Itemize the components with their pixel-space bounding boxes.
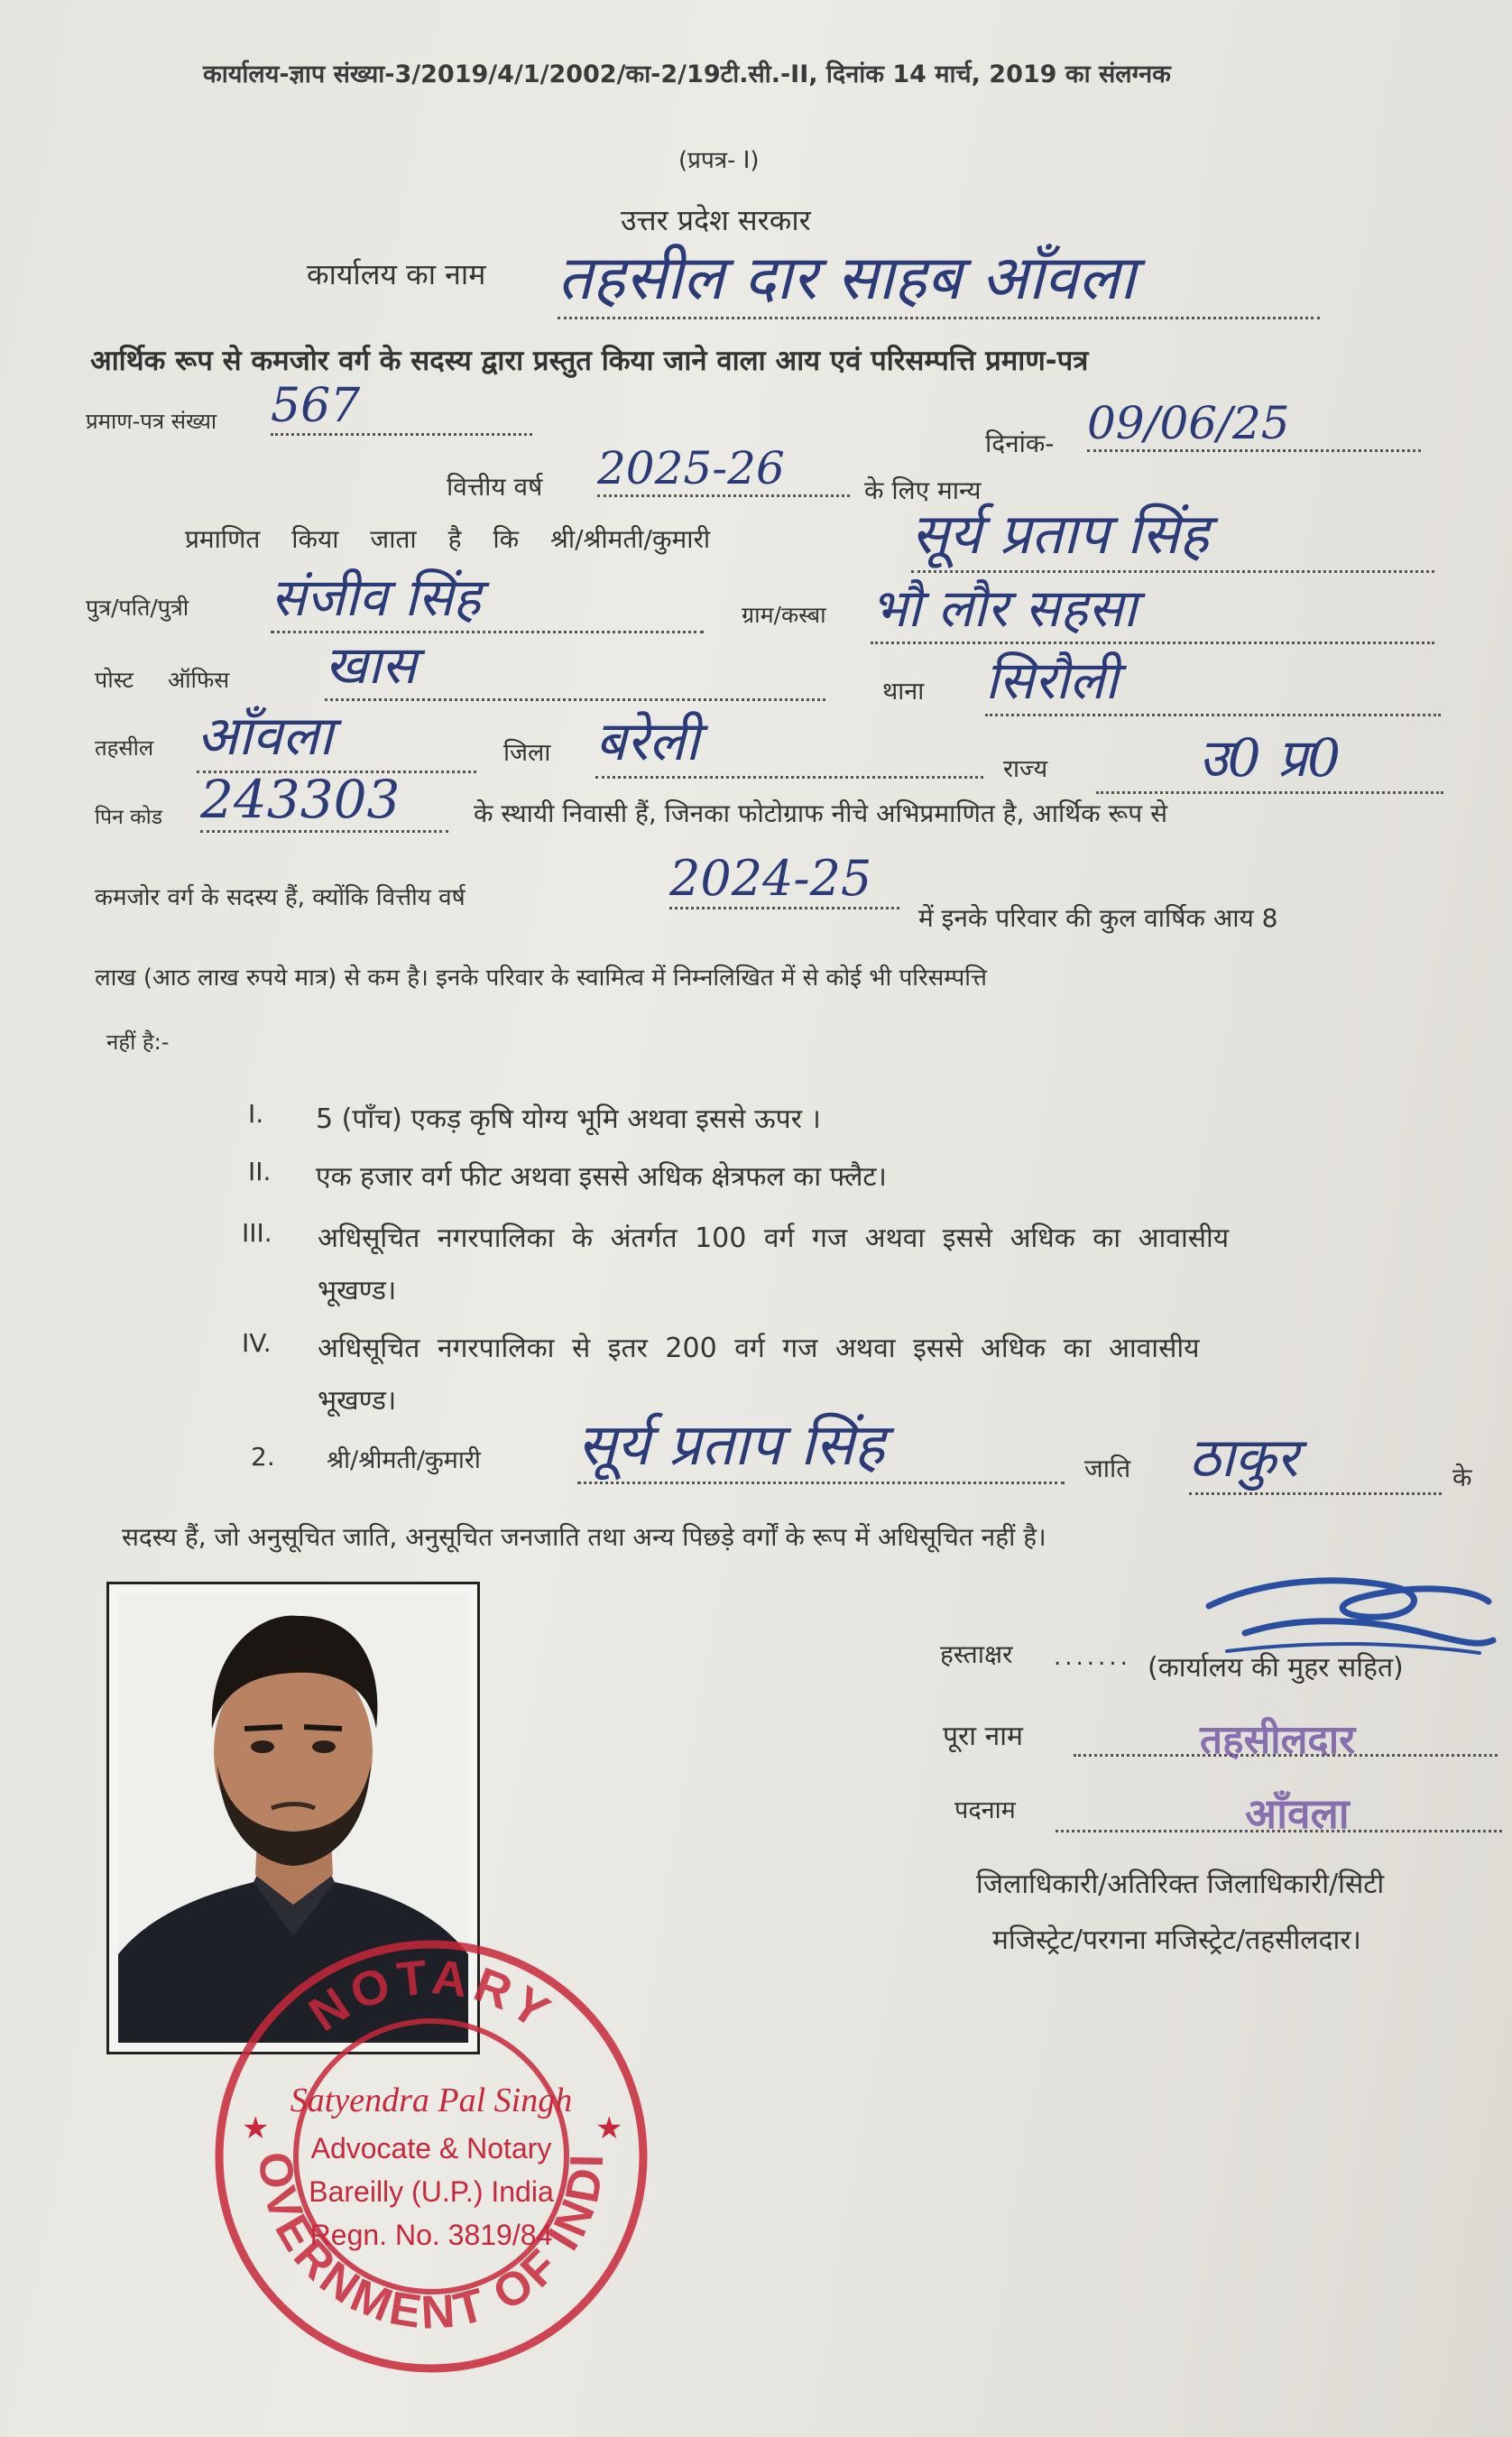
list-num-4: IV.: [242, 1328, 272, 1358]
list-text-2: एक हजार वर्ग फीट अथवा इससे अधिक क्षेत्रफल का फ्लैट।: [316, 1161, 887, 1193]
fy-suffix: के लिए मान्य: [864, 475, 982, 505]
signature-label: हस्ताक्षर: [940, 1639, 1013, 1669]
caste-label: जाति: [1084, 1454, 1131, 1483]
fy-label: वित्तीय वर्ष: [447, 472, 543, 502]
cert-number-label: प्रमाण-पत्र संख्या: [86, 409, 217, 434]
date-label: दिनांक-: [985, 429, 1055, 458]
stamp-ring-top: NOTARY: [300, 1949, 564, 2043]
body-line-4: नहीं है:-: [106, 1029, 170, 1055]
thana-name: सिरौली: [985, 642, 1441, 716]
signature-suffix: (कार्यालय की मुहर सहित): [1148, 1652, 1404, 1684]
clause2-label: श्री/श्रीमती/कुमारी: [327, 1446, 481, 1474]
notary-stamp: [206, 1931, 657, 2382]
tehsil-label: तहसील: [95, 735, 154, 761]
list-text-3: अधिसूचित नगरपालिका के अंतर्गत 100 वर्ग गज अथवा इससे अधिक का आवासीय: [318, 1223, 1230, 1254]
stamp-line-3: Bareilly (U.P.) India: [309, 2175, 554, 2208]
list-text-3b: भूखण्ड।: [318, 1275, 397, 1306]
post-office: खास: [325, 627, 825, 701]
stamp-star-right-icon: ★: [595, 2110, 623, 2146]
body-line-2b: में इनके परिवार की कुल वार्षिक आय 8: [918, 903, 1278, 933]
office-name: तहसील दार साहब आँवला: [558, 233, 1320, 319]
state-name: उ0 प्र0: [1096, 720, 1443, 794]
designation-rubber-stamp: आँवला: [1245, 1789, 1350, 1838]
stamp-notary-name: Satyendra Pal Singh: [290, 2082, 573, 2119]
list-text-4b: भूखण्ड।: [318, 1385, 397, 1417]
name-rubber-stamp: तहसीलदार: [1200, 1717, 1356, 1763]
certificate-title: आर्थिक रूप से कमजोर वर्ग के सदस्य द्वारा प्रस्तुत किया जाने वाला आय एवं परिसम्पत्ति प्रमाण-पत्र: [90, 345, 1089, 377]
list-num-3: III.: [242, 1218, 272, 1248]
govt-name: उत्तर प्रदेश सरकार: [621, 203, 811, 237]
clause2-suffix: के: [1452, 1463, 1472, 1492]
body-line-3: लाख (आठ लाख रुपये मात्र) से कम है। इनके परिवार के स्वामित्व में निम्नलिखित में से कोई भी परिसम्पत्ति: [95, 965, 987, 992]
list-num-2: II.: [248, 1157, 272, 1186]
signature-scribble: [1191, 1570, 1498, 1669]
list-text-1: 5 (पाँच) एकड़ कृषि योग्य भूमि अथवा इससे ऊपर ।: [316, 1103, 821, 1135]
post-office-label: पोस्ट ऑफिस: [95, 667, 230, 693]
stamp-line-4: Regn. No. 3819/84: [309, 2219, 553, 2251]
stamp-ring-bottom: OVERNMENT OF INDI: [247, 2149, 614, 2340]
order-reference: कार्यालय-ज्ञाप संख्या-3/2019/4/1/2002/का-2/19टी.सी.-II, दिनांक 14 मार्च, 2019 का संलग्नक: [203, 60, 1171, 88]
applicant-name: सूर्य प्रताप सिंह: [911, 494, 1434, 573]
designation-label: पदनाम: [954, 1796, 1016, 1824]
stamp-star-left-icon: ★: [242, 2110, 270, 2146]
cert-number: 567: [271, 379, 532, 436]
authority-line-2: मजिस्ट्रेट/परगना मजिस्ट्रेट/तहसीलदार।: [992, 1925, 1361, 1956]
full-name-label: पूरा नाम: [943, 1721, 1023, 1752]
father-name: संजीव सिंह: [271, 559, 704, 633]
relation-label: पुत्र/पति/पुत्री: [86, 595, 189, 621]
cert-date: 09/06/25: [1087, 397, 1421, 452]
office-label: कार्यालय का नाम: [307, 257, 486, 291]
signature-dots: .......: [1054, 1644, 1131, 1671]
pin-code: 243303: [200, 769, 448, 833]
list-num-1: I.: [248, 1099, 264, 1129]
district-label: जिला: [503, 739, 551, 767]
village-label: ग्राम/कस्बा: [742, 602, 826, 628]
authority-line-1: जिलाधिकारी/अतिरिक्त जिलाधिकारी/सिटी: [976, 1869, 1385, 1900]
clause2-line2: सदस्य हैं, जो अनुसूचित जाति, अनुसूचित जनजाति तथा अन्य पिछड़े वर्गों के रूप में अधिसूचित नहीं है।: [122, 1522, 1046, 1552]
tehsil-name: आँवला: [197, 697, 476, 773]
stamp-line-2: Advocate & Notary: [310, 2132, 552, 2165]
pin-label: पिन कोड: [95, 806, 163, 829]
clause2-name: सूर्य प्रताप सिंह: [577, 1403, 1065, 1484]
clause2-num: 2.: [251, 1442, 275, 1472]
state-label: राज्य: [1003, 755, 1048, 783]
body-line-1: के स्थायी निवासी हैं, जिनका फोटोग्राफ नीचे अभिप्रमाणित है, आर्थिक रूप से: [474, 798, 1168, 828]
certify-text: प्रमाणित किया जाता है कि श्री/श्रीमती/कुमारी: [185, 524, 711, 554]
form-label: (प्रपत्र- I): [678, 147, 760, 174]
village-name: भौ लौर सहसा: [871, 570, 1434, 644]
caste-name: ठाकुर: [1189, 1418, 1442, 1495]
body-line-2a: कमजोर वर्ग के सदस्य हैं, क्योंकि वित्तीय वर्ष: [95, 884, 466, 911]
district-name: बरेली: [595, 702, 983, 779]
prev-fy: 2024-25: [669, 850, 899, 909]
list-text-4: अधिसूचित नगरपालिका से इतर 200 वर्ग गज अथवा इससे अधिक का आवासीय: [318, 1333, 1200, 1364]
thana-label: थाना: [882, 678, 925, 706]
fy-value: 2025-26: [597, 442, 850, 497]
